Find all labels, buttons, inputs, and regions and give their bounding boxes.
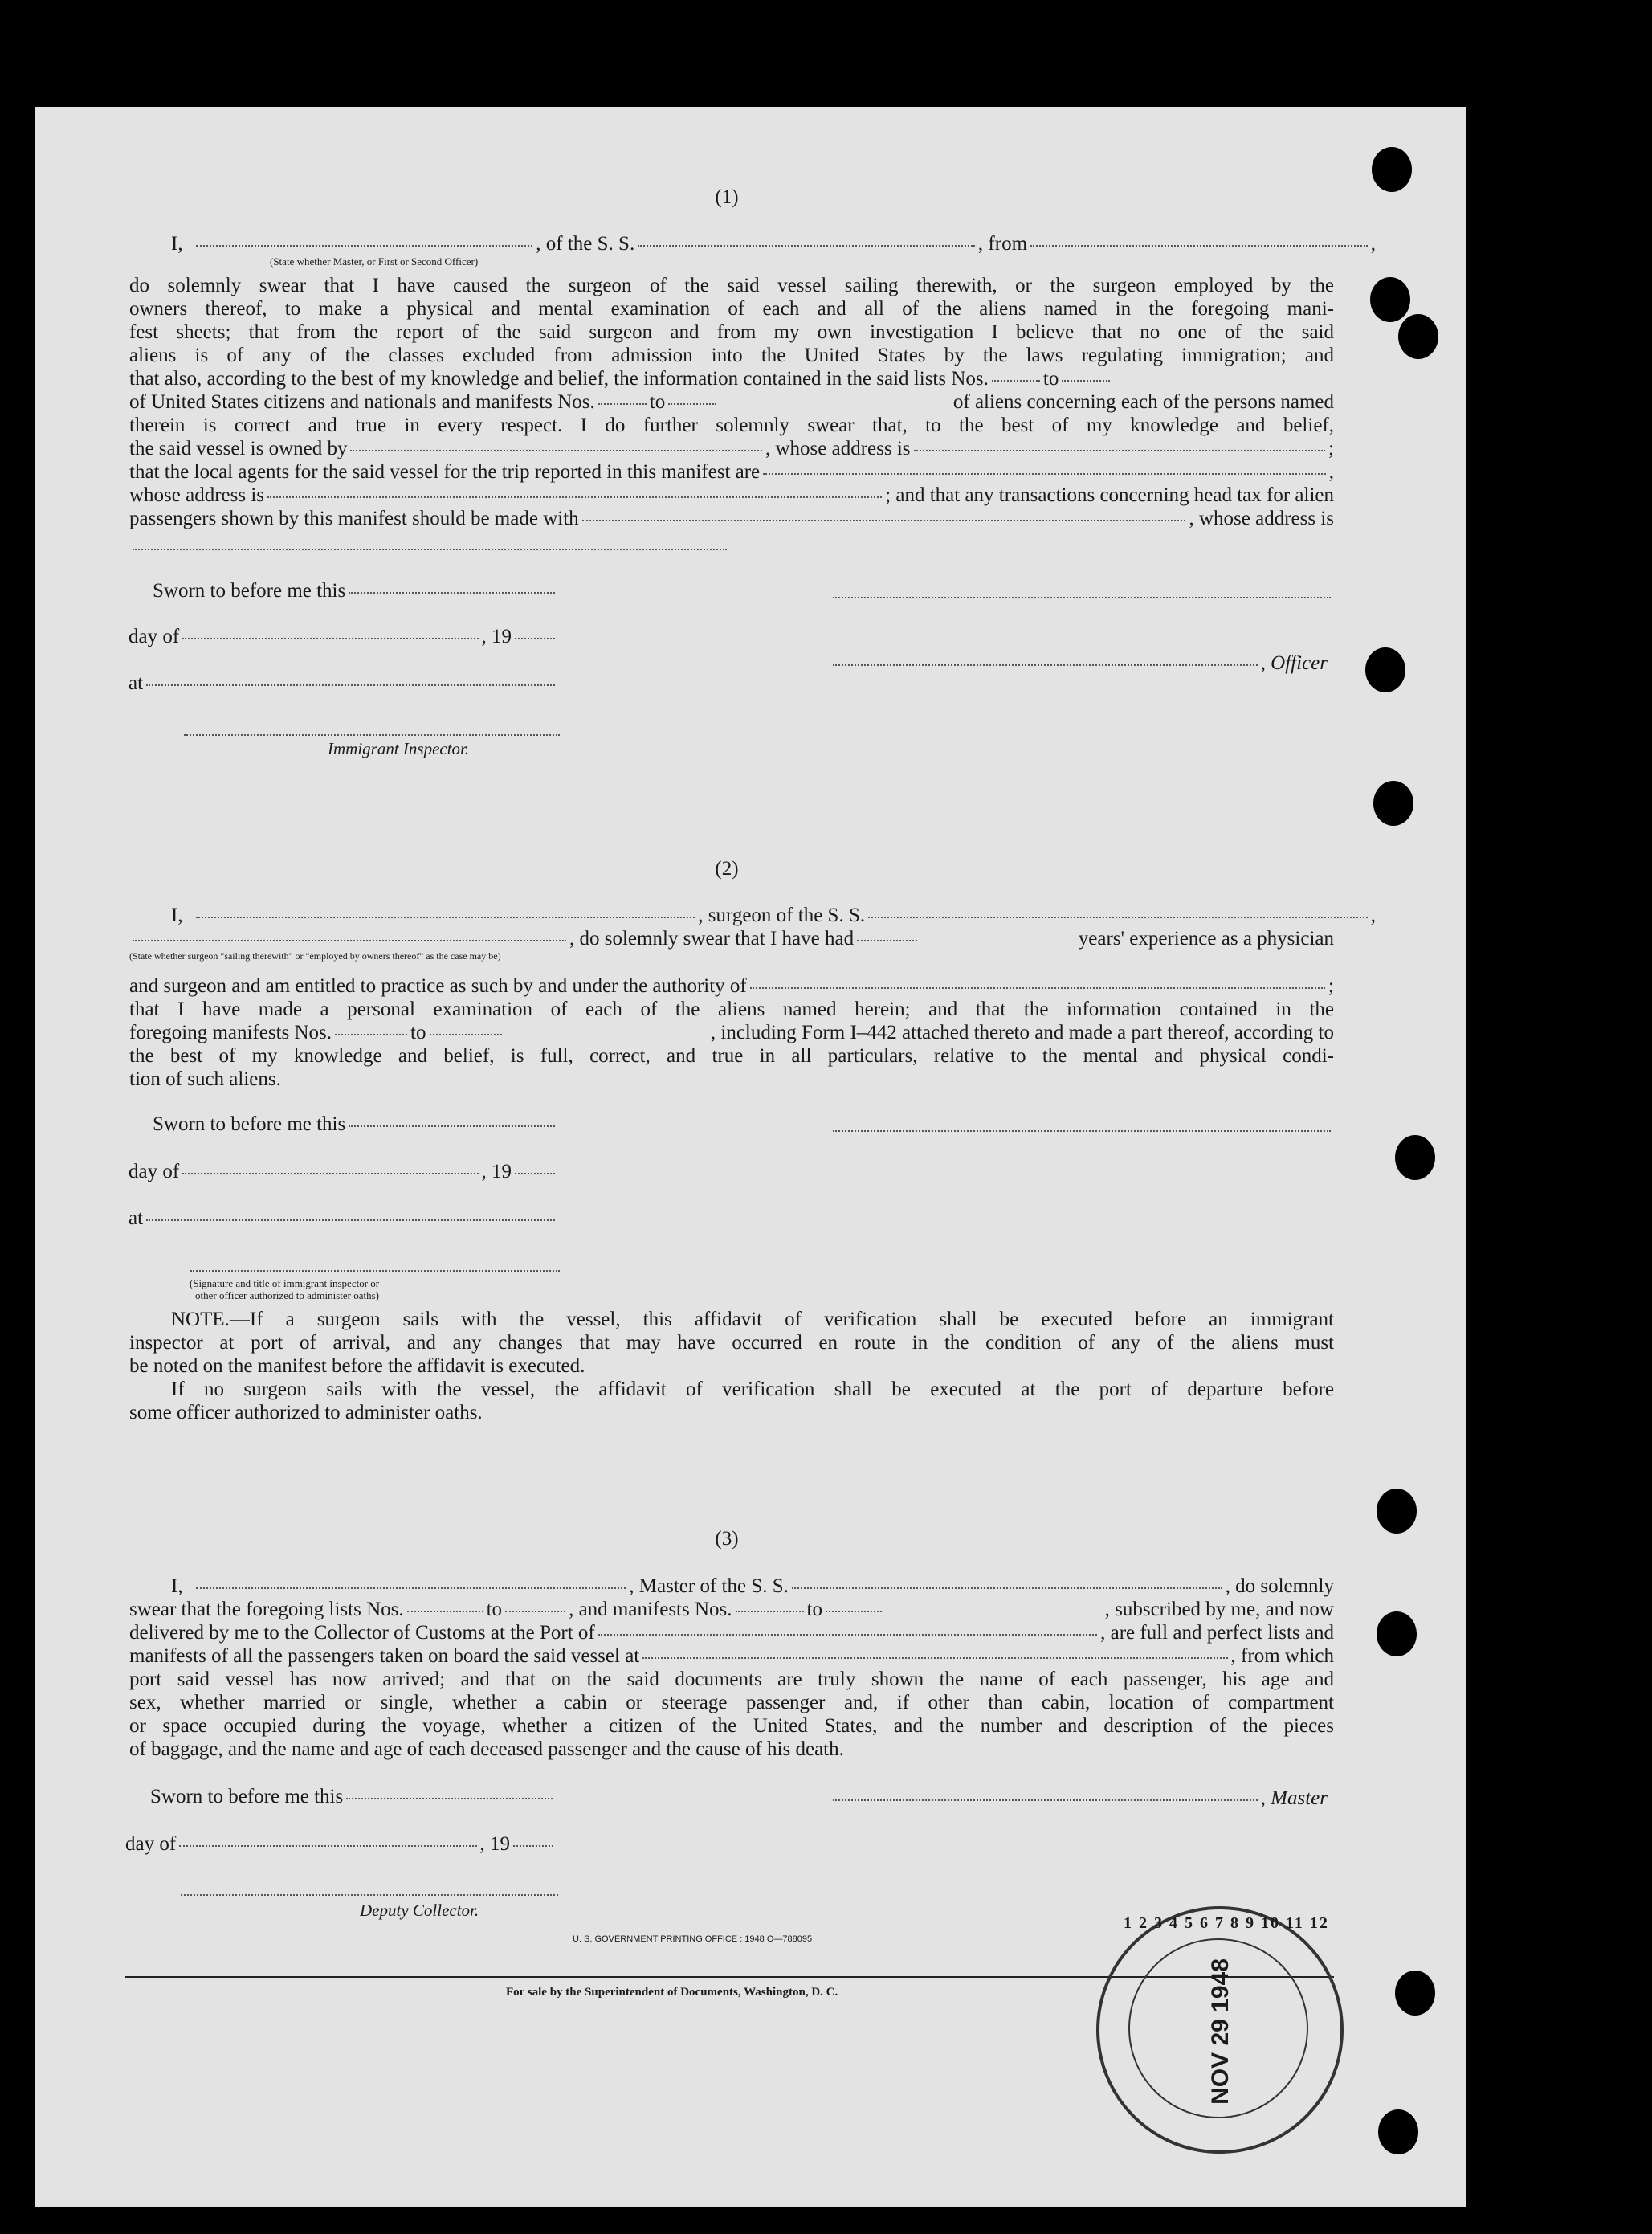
s1-paragraph-line: aliens is of any of the classes excluded from admission into the United States by the laws regulating immigration; and bbox=[129, 345, 1334, 366]
month-blank bbox=[182, 1173, 478, 1174]
inspector-signature-line bbox=[184, 734, 560, 736]
year-blank bbox=[513, 1845, 553, 1847]
s1-paragraph-line bbox=[129, 461, 1334, 483]
text: Sworn to before me this bbox=[153, 1113, 346, 1135]
s2-line-2 bbox=[129, 928, 1334, 950]
text: passengers shown by this manifest should be made with bbox=[129, 508, 579, 529]
surgeon-type-blank bbox=[133, 940, 566, 941]
text: , from which bbox=[1230, 1645, 1334, 1667]
agents-blank bbox=[763, 473, 1326, 475]
section-1-number: (1) bbox=[715, 186, 739, 208]
s3-paragraph-line: sex, whether married or single, whether a cabin or steerage passenger and, if other than cabin, location of compartment bbox=[129, 1692, 1334, 1713]
sworn-date-blank bbox=[349, 1125, 555, 1127]
s2-day-of bbox=[128, 1161, 558, 1182]
collector-label: Deputy Collector. bbox=[360, 1901, 479, 1920]
officer-name-blank bbox=[196, 245, 533, 247]
text: , bbox=[1370, 905, 1377, 926]
officer-label: , Officer bbox=[1260, 652, 1328, 674]
text: to bbox=[486, 1599, 503, 1620]
s2-line-1 bbox=[171, 905, 1376, 926]
text: , and manifests Nos. bbox=[569, 1599, 732, 1620]
stamp-ring-numbers: 1 2 3 4 5 6 7 8 9 10 11 12 bbox=[1124, 1914, 1329, 1932]
s3-master bbox=[830, 1787, 1328, 1809]
s3-sworn bbox=[150, 1786, 556, 1807]
text: swear that the foregoing lists Nos. bbox=[129, 1599, 404, 1620]
note-line: inspector at port of arrival, and any changes that may have occurred en route in the condition of any of the aliens must bbox=[129, 1332, 1334, 1354]
punch-hole bbox=[1395, 1971, 1435, 2016]
receipt-stamp bbox=[1096, 1906, 1344, 2154]
s1-paragraph-line bbox=[129, 484, 1334, 506]
vessel-name-blank bbox=[792, 1587, 1222, 1589]
text: at bbox=[128, 1207, 144, 1229]
manifest-no-blank bbox=[430, 1034, 502, 1035]
section-3-number: (3) bbox=[715, 1528, 739, 1550]
s1-paragraph-line: do solemnly swear that I have caused the surgeon of the said vessel sailing therewith, or the surgeon employed by the bbox=[129, 275, 1334, 296]
text: , from bbox=[977, 233, 1028, 255]
place-blank bbox=[146, 684, 555, 686]
s3-line-3 bbox=[129, 1622, 1334, 1644]
month-blank bbox=[179, 1845, 476, 1847]
master-label: , Master bbox=[1260, 1787, 1328, 1809]
text: , including Form I–442 attached thereto and made a part thereof, according to bbox=[710, 1022, 1334, 1043]
punch-hole bbox=[1372, 147, 1412, 192]
text: day of bbox=[128, 1161, 180, 1182]
master-signature-blank bbox=[833, 1799, 1258, 1801]
s1-paragraph-line: therein is correct and true in every respect. I do further solemnly swear that, to the best of my knowledge and belief, bbox=[129, 415, 1334, 436]
authority-blank bbox=[750, 987, 1325, 989]
s3-paragraph-line: of baggage, and the name and age of each deceased passenger and the cause of his death. bbox=[129, 1738, 844, 1760]
collector-signature-line bbox=[181, 1894, 558, 1896]
punch-hole bbox=[1377, 1611, 1417, 1656]
s3-line-2 bbox=[129, 1599, 1334, 1620]
s1-paragraph-line bbox=[129, 368, 1334, 390]
text: whose address is bbox=[129, 484, 265, 506]
s3-day-of bbox=[125, 1833, 557, 1855]
vessel-name-blank bbox=[868, 917, 1368, 918]
s3-line-4 bbox=[129, 1645, 1334, 1667]
list-no-blank bbox=[1062, 380, 1110, 382]
s1-officer bbox=[830, 652, 1328, 674]
vessel-name-blank bbox=[638, 245, 975, 247]
owner-blank bbox=[350, 450, 762, 451]
text: I, bbox=[171, 233, 183, 255]
signature-note-2: other officer authorized to administer oaths) bbox=[195, 1289, 379, 1301]
punch-hole bbox=[1373, 781, 1413, 826]
years-blank bbox=[857, 940, 917, 941]
punch-hole bbox=[1377, 1489, 1417, 1534]
text: the said vessel is owned by bbox=[129, 438, 348, 459]
text: manifests of all the passengers taken on board the said vessel at bbox=[129, 1645, 640, 1667]
text: , of the S. S. bbox=[536, 233, 635, 255]
master-name-blank bbox=[196, 1587, 626, 1589]
text: ; and that any transactions concerning head tax for alien bbox=[885, 484, 1334, 506]
s1-day-of bbox=[128, 626, 558, 647]
s1-paragraph-line: owners thereof, to make a physical and mental examination of each and all of the aliens named in the foregoing mani- bbox=[129, 298, 1334, 320]
text: years' experience as a physician bbox=[1078, 928, 1334, 950]
manifest-no-blank bbox=[826, 1611, 882, 1612]
text: of aliens concerning each of the persons named bbox=[952, 391, 1334, 413]
manifest-no-blank bbox=[335, 1034, 407, 1035]
s1-paragraph-line bbox=[129, 391, 1334, 413]
note-line: NOTE.—If a surgeon sails with the vessel, this affidavit of verification shall be executed before an immigrant bbox=[171, 1309, 1334, 1330]
text: , surgeon of the S. S. bbox=[698, 905, 866, 926]
text: , 19 bbox=[481, 1161, 512, 1182]
s2-line-4: that I have made a personal examination of each of the aliens named herein; and that the information contained in the bbox=[129, 999, 1334, 1020]
text: , do solemnly bbox=[1225, 1575, 1335, 1597]
s2-sworn bbox=[153, 1113, 558, 1135]
punch-hole bbox=[1365, 647, 1405, 692]
text: and surgeon and am entitled to practice as such by and under the authority of bbox=[129, 975, 747, 997]
s2-line-7: tion of such aliens. bbox=[129, 1068, 281, 1090]
form-page bbox=[35, 107, 1466, 2207]
s2-line-6: the best of my knowledge and belief, is full, correct, and true in all particulars, relative to the mental and physical condi- bbox=[129, 1045, 1334, 1067]
text: day of bbox=[125, 1833, 177, 1855]
text: that also, according to the best of my knowledge and belief, the information contained in the said lists Nos. bbox=[129, 368, 989, 390]
manifest-no-blank bbox=[668, 403, 716, 405]
place-blank bbox=[146, 1219, 555, 1221]
port-blank bbox=[598, 1634, 1097, 1636]
text: , bbox=[1370, 233, 1376, 255]
text: I, bbox=[171, 1575, 183, 1597]
text: delivered by me to the Collector of Customs at the Port of bbox=[129, 1622, 595, 1644]
agents-address-blank bbox=[267, 496, 882, 498]
s3-paragraph-line: or space occupied during the voyage, whether a citizen of the United States, and the number and description of the pieces bbox=[129, 1715, 1334, 1737]
authorized-signature-line bbox=[190, 1270, 560, 1272]
sworn-date-blank bbox=[349, 592, 555, 594]
text: day of bbox=[128, 626, 180, 647]
head-tax-address-blank bbox=[133, 549, 727, 550]
list-no-blank bbox=[992, 380, 1040, 382]
text: ; bbox=[1328, 975, 1334, 997]
inspector-label: Immigrant Inspector. bbox=[328, 739, 470, 758]
signature-note-1: (Signature and title of immigrant inspector or bbox=[190, 1277, 380, 1289]
s3-paragraph-line: port said vessel has now arrived; and that on the said documents are truly shown the name of each passenger, his age and bbox=[129, 1668, 1334, 1690]
text: , 19 bbox=[481, 626, 512, 647]
s3-line-1 bbox=[171, 1575, 1334, 1597]
officer-signature-blank bbox=[833, 664, 1258, 666]
officer-note: (State whether Master, or First or Second Officer) bbox=[270, 255, 479, 268]
text: , whose address is bbox=[765, 438, 911, 459]
text: , 19 bbox=[479, 1833, 510, 1855]
punch-hole bbox=[1395, 1135, 1435, 1180]
officer-signature-line bbox=[833, 597, 1331, 598]
punch-hole bbox=[1378, 2109, 1418, 2154]
s1-sworn bbox=[153, 580, 558, 602]
section-1-line-1 bbox=[171, 233, 1376, 255]
manifest-no-blank bbox=[736, 1611, 804, 1612]
section-2-number: (2) bbox=[715, 858, 739, 880]
surgeon-name-blank bbox=[196, 917, 695, 918]
punch-hole bbox=[1370, 277, 1410, 322]
text: of United States citizens and nationals and manifests Nos. bbox=[129, 391, 595, 413]
s2-line-5 bbox=[129, 1022, 1334, 1043]
manifest-no-blank bbox=[598, 403, 647, 405]
head-tax-blank bbox=[582, 520, 1186, 521]
s1-paragraph-line bbox=[129, 508, 1334, 529]
text: ; bbox=[1328, 438, 1334, 459]
embarkation-port-blank bbox=[642, 1657, 1227, 1659]
note-line: If no surgeon sails with the vessel, the affidavit of verification shall be executed at the port of departure before bbox=[171, 1378, 1334, 1400]
s1-at bbox=[128, 672, 558, 694]
text: at bbox=[128, 672, 144, 694]
month-blank bbox=[182, 638, 478, 639]
text: foregoing manifests Nos. bbox=[129, 1022, 332, 1043]
text: to bbox=[1042, 368, 1059, 390]
text: , Master of the S. S. bbox=[629, 1575, 789, 1597]
sworn-date-blank bbox=[346, 1798, 553, 1799]
stamp-date: NOV 29 1948 bbox=[1206, 1958, 1234, 2105]
text: I, bbox=[171, 905, 183, 926]
list-no-blank bbox=[407, 1611, 483, 1612]
year-blank bbox=[515, 1173, 555, 1174]
text: to bbox=[410, 1022, 426, 1043]
text: to bbox=[806, 1599, 822, 1620]
text: , bbox=[1328, 461, 1334, 483]
s2-line-3 bbox=[129, 975, 1334, 997]
note-line: be noted on the manifest before the affidavit is executed. bbox=[129, 1355, 585, 1377]
gpo-line: U. S. GOVERNMENT PRINTING OFFICE : 1948 O—788095 bbox=[573, 1934, 813, 1944]
text: , whose address is bbox=[1189, 508, 1334, 529]
surgeon-signature-line bbox=[833, 1130, 1331, 1132]
year-blank bbox=[515, 638, 555, 639]
text: to bbox=[649, 391, 666, 413]
punch-hole bbox=[1398, 314, 1438, 359]
list-no-blank bbox=[505, 1611, 565, 1612]
text: that the local agents for the said vessel for the trip reported in this manifest are bbox=[129, 461, 761, 483]
s1-paragraph-line: fest sheets; that from the report of the said surgeon and from my own investigation I believe that no one of the said bbox=[129, 321, 1334, 343]
text: Sworn to before me this bbox=[150, 1786, 344, 1807]
note-line: some officer authorized to administer oaths. bbox=[129, 1402, 483, 1423]
text: Sworn to before me this bbox=[153, 580, 346, 602]
text: , subscribed by me, and now bbox=[1104, 1599, 1334, 1620]
text: , are full and perfect lists and bbox=[1100, 1622, 1334, 1644]
text: , do solemnly swear that I have had bbox=[569, 928, 855, 950]
surgeon-note: (State whether surgeon "sailing therewith" or "employed by owners thereof" as the case may be) bbox=[129, 950, 501, 962]
s2-at bbox=[128, 1207, 558, 1229]
sale-line: For sale by the Superintendent of Documents, Washington, D. C. bbox=[506, 1986, 838, 1999]
s1-paragraph-line bbox=[129, 438, 1334, 459]
owner-address-blank bbox=[914, 450, 1326, 451]
from-port-blank bbox=[1030, 245, 1368, 247]
